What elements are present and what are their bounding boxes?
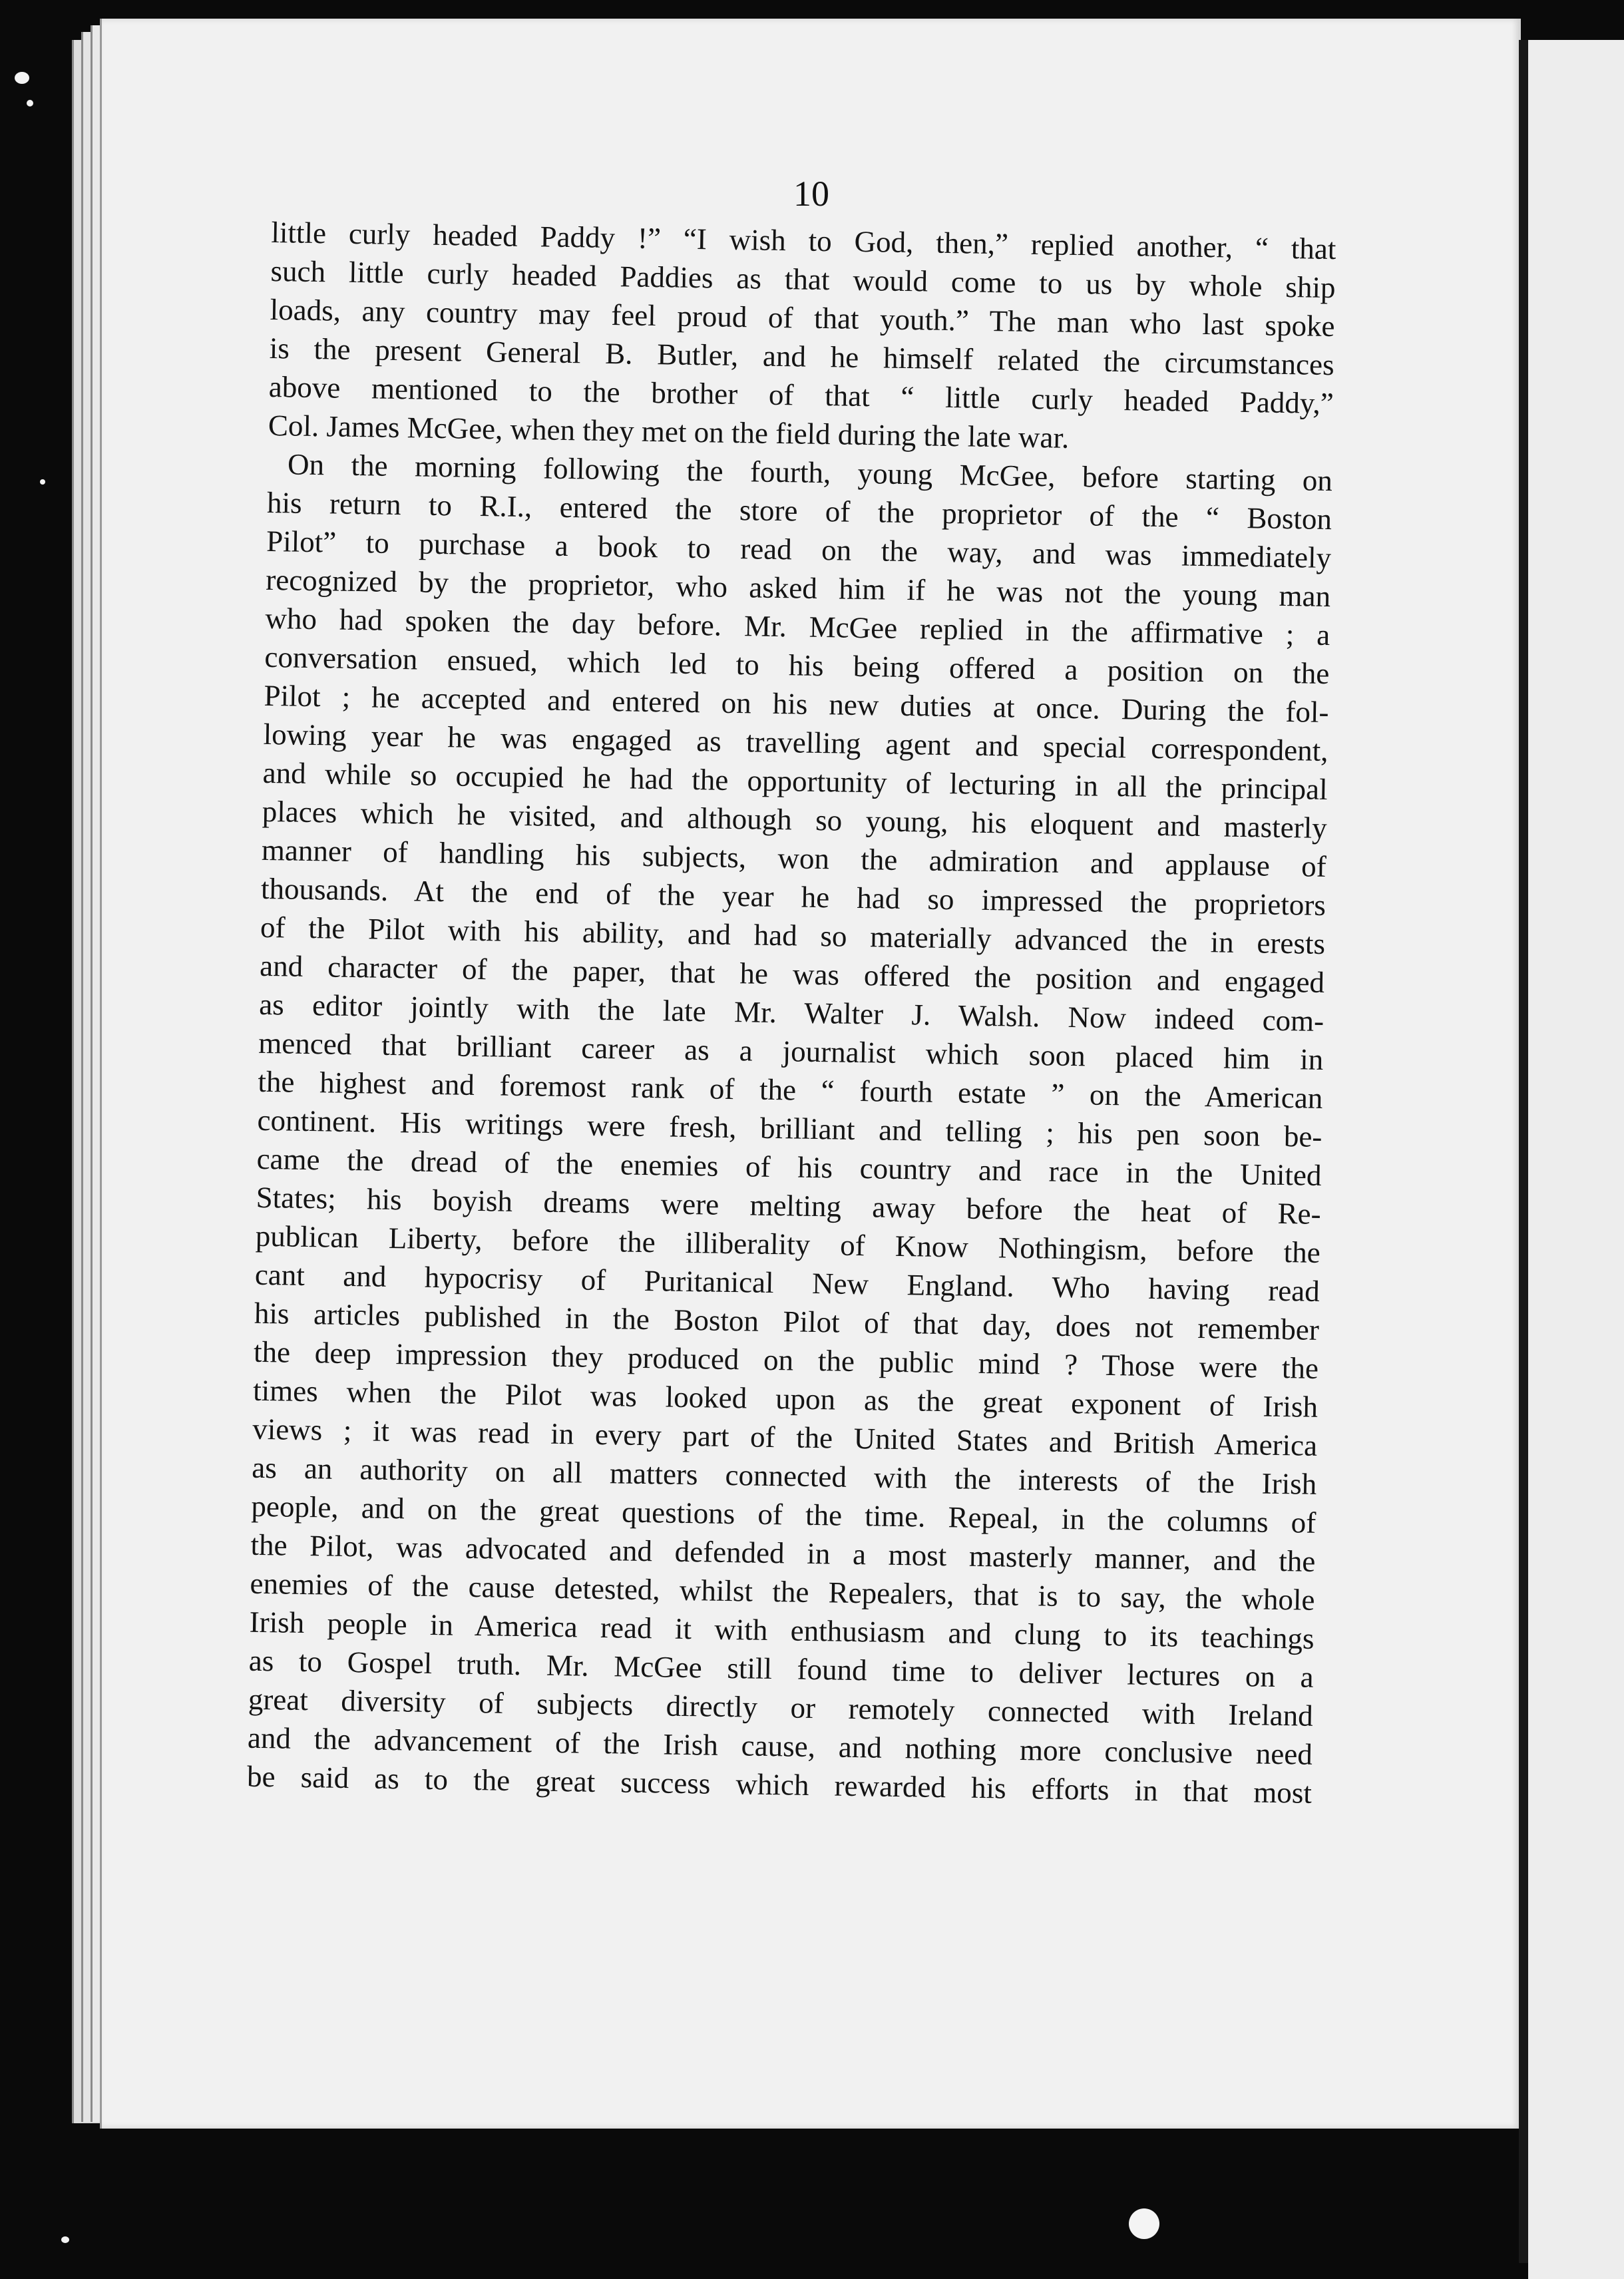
text-line: places which he visited, and although so young, his eloquent and masterly xyxy=(262,794,1328,845)
text-line: times when the Pilot was looked upon as the great exponent of Irish xyxy=(252,1373,1319,1424)
text-line: and the advancement of the Irish cause, and nothing more conclusive need xyxy=(247,1721,1313,1771)
facing-page-edge xyxy=(1528,40,1624,2279)
text-line: as an authority on all matters connected with the interests of the Irish xyxy=(251,1450,1317,1501)
text-line: the highest and foremost rank of the “ fourth estate ” on the American xyxy=(258,1064,1323,1115)
text-line: be said as to the great success which rewarded his efforts in that most xyxy=(246,1759,1313,1810)
text-line: of the Pilot with his ability, and had so materially advanced the in erests xyxy=(260,910,1326,960)
text-line: menced that brilliant career as a journalist which soon placed him in xyxy=(258,1026,1324,1076)
text-line: views ; it was read in every part of the United States and British America xyxy=(252,1412,1318,1462)
dust-speck xyxy=(15,72,29,84)
text-line: and character of the paper, that he was offered the position and engaged xyxy=(259,948,1325,999)
text-line: people, and on the great questions of the time. Repeal, in the columns of xyxy=(251,1489,1317,1540)
text-line: Pilot” to purchase a book to read on the way, and was immediately xyxy=(266,524,1332,575)
page-number: 10 xyxy=(793,174,829,214)
text-line: the deep impression they produced on the public mind ? Those were the xyxy=(253,1335,1319,1385)
text-line: his return to R.I., entered the store of the proprietor of the “ Boston xyxy=(266,485,1332,536)
text-line: and while so occupied he had the opportunity of lecturing in all the principal xyxy=(262,755,1328,807)
text-line: Pilot ; he accepted and entered on his new duties at once. During the fol- xyxy=(264,678,1329,729)
text-line: Col. James McGee, when they met on the field during the late war. xyxy=(268,408,1070,455)
dust-speck xyxy=(27,100,33,106)
text-line: came the dread of the enemies of his country and race in the United xyxy=(256,1141,1322,1192)
text-line: recognized by the proprietor, who asked him if he was not the young man xyxy=(265,562,1331,614)
text-line: who had spoken the day before. Mr. McGee replied in the affirmative ; a xyxy=(265,601,1330,652)
text-line: On the morning following the fourth, young McGee, before starting on xyxy=(287,447,1333,498)
text-line: the Pilot, was advocated and defended in a most masterly manner, and the xyxy=(250,1528,1316,1578)
text-line: above mentioned to the brother of that “ little curly headed Paddy,” xyxy=(268,369,1334,421)
text-line: his articles published in the Boston Pilot of that day, does not remember xyxy=(254,1296,1320,1347)
text-line: enemies of the cause detested, whilst the Repealers, that is to say, the whole xyxy=(250,1566,1315,1617)
text-line: as editor jointly with the late Mr. Walter J. Walsh. Now indeed com- xyxy=(258,987,1324,1038)
body-text xyxy=(242,213,1336,2113)
book-gutter xyxy=(1519,40,1528,2263)
text-line: is the present General B. Butler, and he himself related the circumstances xyxy=(269,331,1335,382)
text-line: lowing year he was engaged as travelling agent and special correspondent, xyxy=(263,717,1328,768)
text-line: thousands. At the end of the year he had so impressed the proprietors xyxy=(260,871,1326,923)
dust-speck xyxy=(1129,2208,1159,2239)
text-line: publican Liberty, before the illiberality of Know Nothingism, before the xyxy=(255,1219,1321,1269)
text-line: loads, any country may feel proud of that youth.” The man who last spoke xyxy=(270,292,1335,343)
dust-speck xyxy=(40,479,45,485)
text-line: as to Gospel truth. Mr. McGee still found time to deliver lectures on a xyxy=(248,1643,1315,1694)
dust-speck xyxy=(61,2236,69,2243)
text-line: little curly headed Paddy !” “I wish to God, then,” replied another, “ that xyxy=(271,215,1336,266)
text-line: cant and hypocrisy of Puritanical New England. Who having read xyxy=(254,1257,1320,1308)
text-line: States; his boyish dreams were melting away before the heat of Re- xyxy=(256,1180,1321,1231)
text-line: manner of handling his subjects, won the admiration and applause of xyxy=(261,833,1327,884)
text-line: continent. His writings were fresh, brilliant and telling ; his pen soon be- xyxy=(257,1103,1322,1153)
text-line: Irish people in America read it with enthusiasm and clung to its teachings xyxy=(249,1605,1315,1655)
text-line: conversation ensued, which led to his being offered a position on the xyxy=(264,640,1330,691)
text-line: such little curly headed Paddies as that would come to us by whole ship xyxy=(270,254,1336,305)
text-line: great diversity of subjects directly or remotely connected with Ireland xyxy=(248,1682,1314,1733)
